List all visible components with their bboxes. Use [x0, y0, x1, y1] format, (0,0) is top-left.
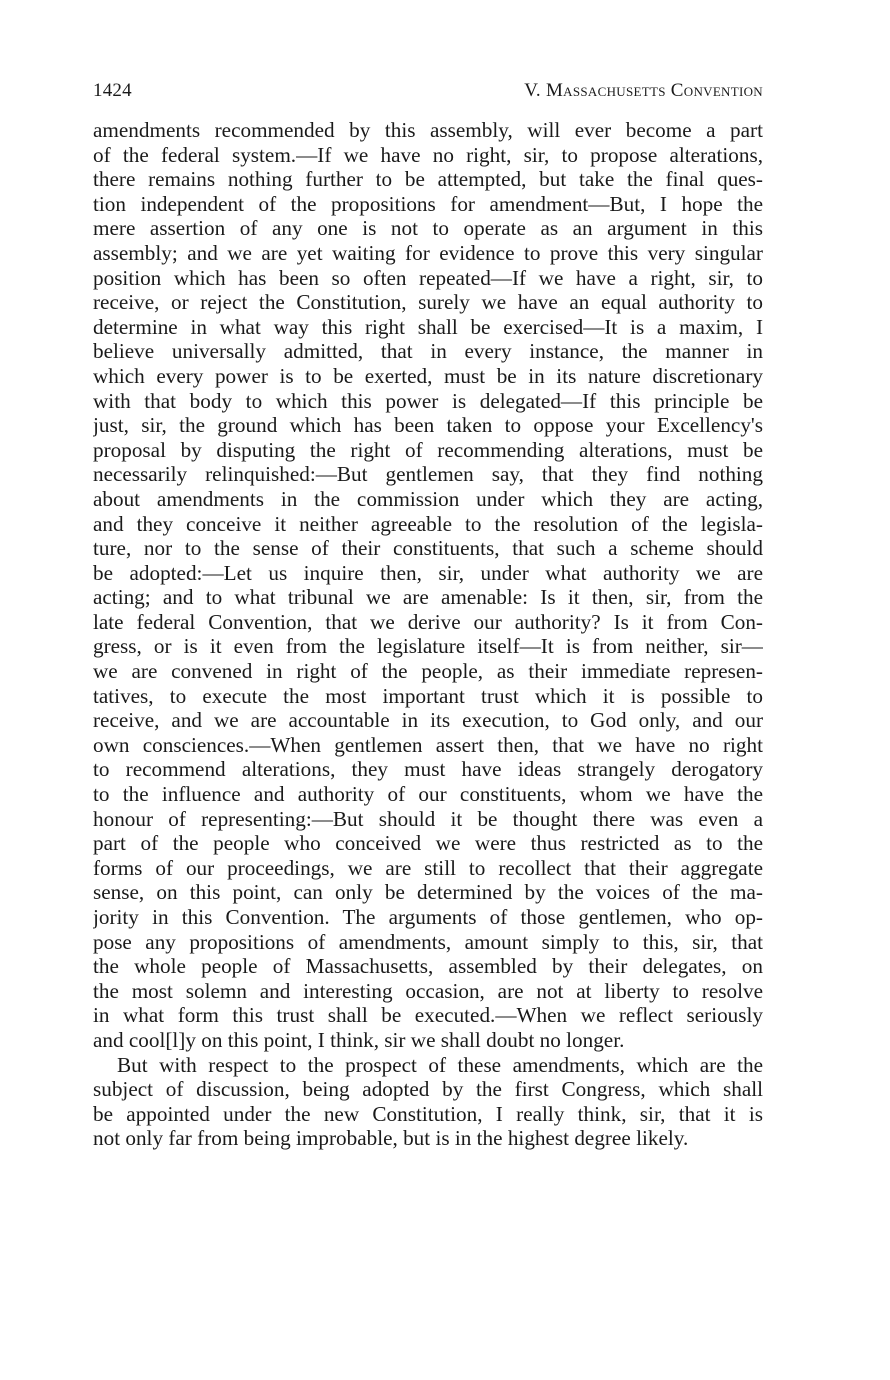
text-line: tion independent of the propositions for amendment—But, I hope the [93, 191, 763, 216]
text-line: be adopted:—Let us inquire then, sir, under what authority we are [93, 560, 763, 585]
text-line: forms of our proceedings, we are still to recollect that their aggregate [93, 855, 763, 880]
page-number: 1424 [93, 80, 132, 101]
text-line: proposal by disputing the right of recommending alterations, must be [93, 437, 763, 462]
text-line: late federal Convention, that we derive our authority? Is it from Con- [93, 609, 763, 634]
paragraph [93, 118, 763, 1053]
text-line: and cool[l]y on this point, I think, sir we shall doubt no longer. [93, 1027, 625, 1052]
text-line: not only far from being improbable, but is in the highest degree likely. [93, 1126, 689, 1151]
text-line: part of the people who conceived we were thus restricted as to the [93, 831, 763, 856]
running-title: V. Massachusetts Convention [524, 80, 763, 101]
text-line: receive, and we are accountable in its execution, to God only, and our [93, 708, 763, 733]
text-line: own consciences.—When gentlemen assert then, that we have no right [93, 732, 763, 757]
text-line: of the federal system.—If we have no right, sir, to propose alterations, [93, 142, 763, 167]
text-line: just, sir, the ground which has been taken to oppose your Excellency's [93, 413, 763, 438]
text-line: we are convened in right of the people, as their immediate represen- [93, 659, 763, 684]
text-line: determine in what way this right shall be exercised—It is a maxim, I [93, 314, 763, 339]
text-line: believe universally admitted, that in every instance, the manner in [93, 339, 763, 364]
text-line: about amendments in the commission under which they are acting, [93, 486, 763, 511]
text-line: the whole people of Massachusetts, assembled by their delegates, on [93, 954, 763, 979]
text-line: assembly; and we are yet waiting for evidence to prove this very singular [93, 240, 763, 265]
text-line: gress, or is it even from the legislature itself—It is from neither, sir— [93, 634, 763, 659]
text-line: pose any propositions of amendments, amount simply to this, sir, that [93, 929, 763, 954]
text-line: to recommend alterations, they must have ideas strangely derogatory [93, 757, 763, 782]
text-line: necessarily relinquished:—But gentlemen say, that they find nothing [93, 462, 763, 487]
text-line: jority in this Convention. The arguments of those gentlemen, who op- [93, 905, 763, 929]
text-line: there remains nothing further to be attempted, but take the final ques- [93, 167, 763, 192]
text-line: be appointed under the new Constitution, I really think, sir, that it is [93, 1101, 763, 1126]
document-page [93, 80, 763, 1151]
text-line: and they conceive it neither agreeable to the resolution of the legisla- [93, 511, 763, 536]
body-text [93, 118, 763, 1151]
text-line: honour of representing:—But should it be thought there was even a [93, 806, 763, 831]
text-line: receive, or reject the Constitution, surely we have an equal authority to [93, 290, 763, 315]
paragraph [93, 1053, 763, 1151]
text-line: mere assertion of any one is not to operate as an argument in this [93, 216, 763, 241]
text-line: which every power is to be exerted, must be in its nature discretionary [93, 363, 763, 388]
running-head [93, 80, 763, 102]
text-line: But with respect to the prospect of these amendments, which are the [117, 1052, 763, 1077]
text-line: with that body to which this power is delegated—If this principle be [93, 388, 763, 413]
text-line: subject of discussion, being adopted by the first Congress, which shall [93, 1077, 763, 1102]
text-line: acting; and to what tribunal we are amenable: Is it then, sir, from the [93, 585, 763, 610]
text-line: position which has been so often repeated—If we have a right, sir, to [93, 265, 763, 290]
text-line: amendments recommended by this assembly, will ever become a part [93, 118, 763, 142]
text-line: sense, on this point, can only be determined by the voices of the ma- [93, 880, 763, 905]
text-line: in what form this trust shall be executed.—When we reflect seriously [93, 1003, 763, 1028]
text-line: the most solemn and interesting occasion, are not at liberty to resolve [93, 978, 763, 1003]
text-line: to the influence and authority of our constituents, whom we have the [93, 782, 763, 807]
text-line: tatives, to execute the most important trust which it is possible to [93, 683, 763, 708]
text-line: ture, nor to the sense of their constituents, that such a scheme should [93, 536, 763, 561]
